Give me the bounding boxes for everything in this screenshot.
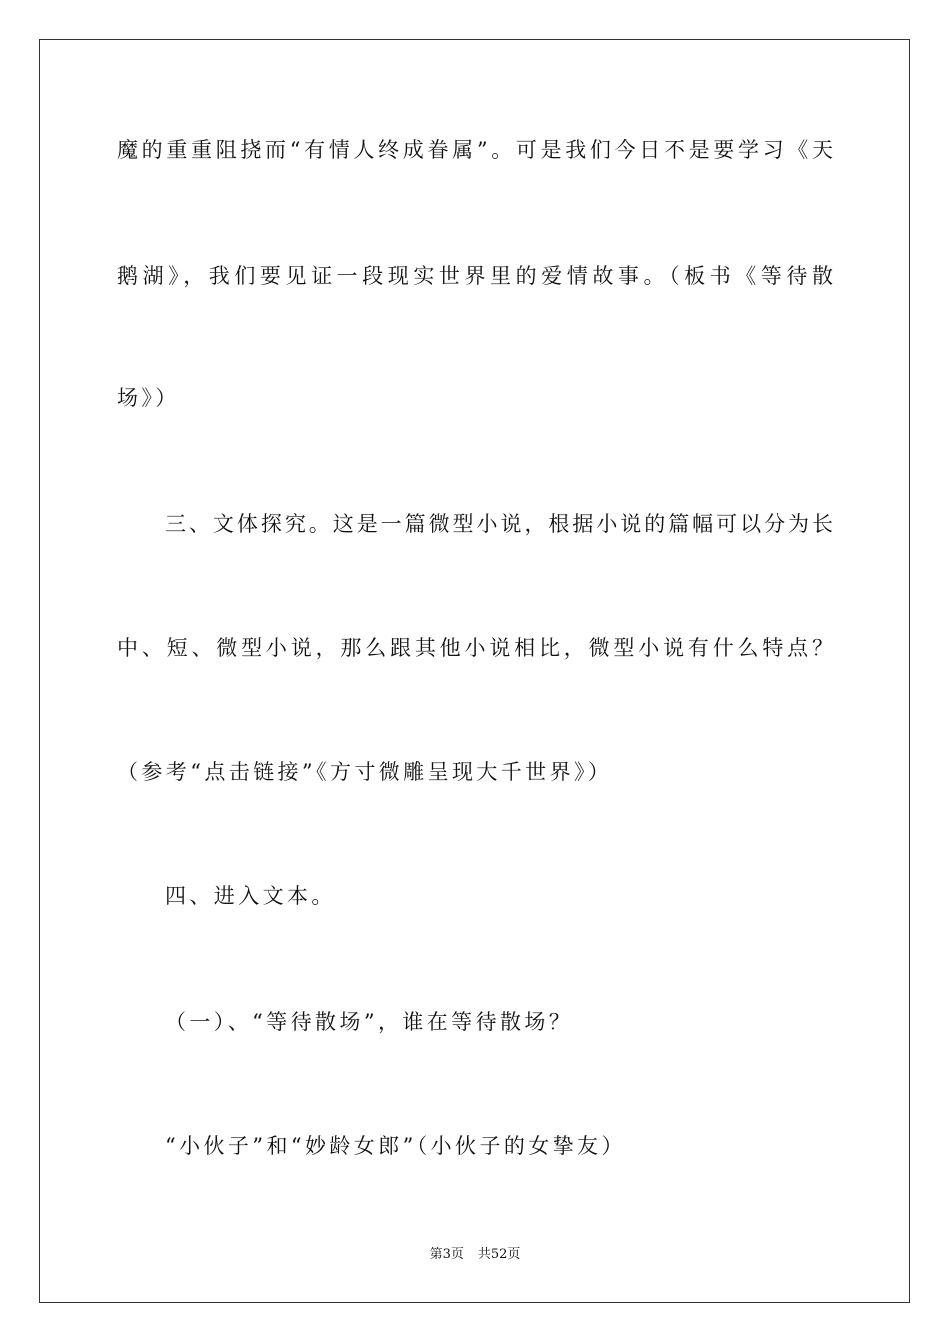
text-line-3: 场》） bbox=[117, 386, 180, 410]
text-line-7: 四、进入文本。 bbox=[165, 884, 336, 908]
page-total: 共52页 bbox=[477, 1247, 521, 1262]
page-footer bbox=[0, 1246, 950, 1264]
page-frame bbox=[39, 39, 910, 1303]
text-line-5: 中、短、微型小说，那么跟其他小说相比，微型小说有什么特点？ bbox=[117, 636, 833, 660]
text-line-2: 鹅湖》，我们要见证一段现实世界里的爱情故事。（板书《等待散 bbox=[117, 264, 833, 288]
text-line-4: 三、文体探究。这是一篇微型小说，根据小说的篇幅可以分为长 bbox=[165, 512, 833, 536]
text-line-1: 魔的重重阻挠而“有情人终成眷属”。可是我们今日不是要学习《天 bbox=[117, 138, 833, 162]
text-line-8: （一）、“等待散场”，谁在等待散场？ bbox=[165, 1010, 574, 1034]
text-line-6: （参考“点击链接”《方寸微雕呈现大千世界》） bbox=[117, 760, 613, 784]
page-number: 第3页 bbox=[429, 1247, 464, 1262]
text-line-9: “小伙子”和“妙龄女郎”（小伙子的女挚友） bbox=[165, 1134, 626, 1158]
